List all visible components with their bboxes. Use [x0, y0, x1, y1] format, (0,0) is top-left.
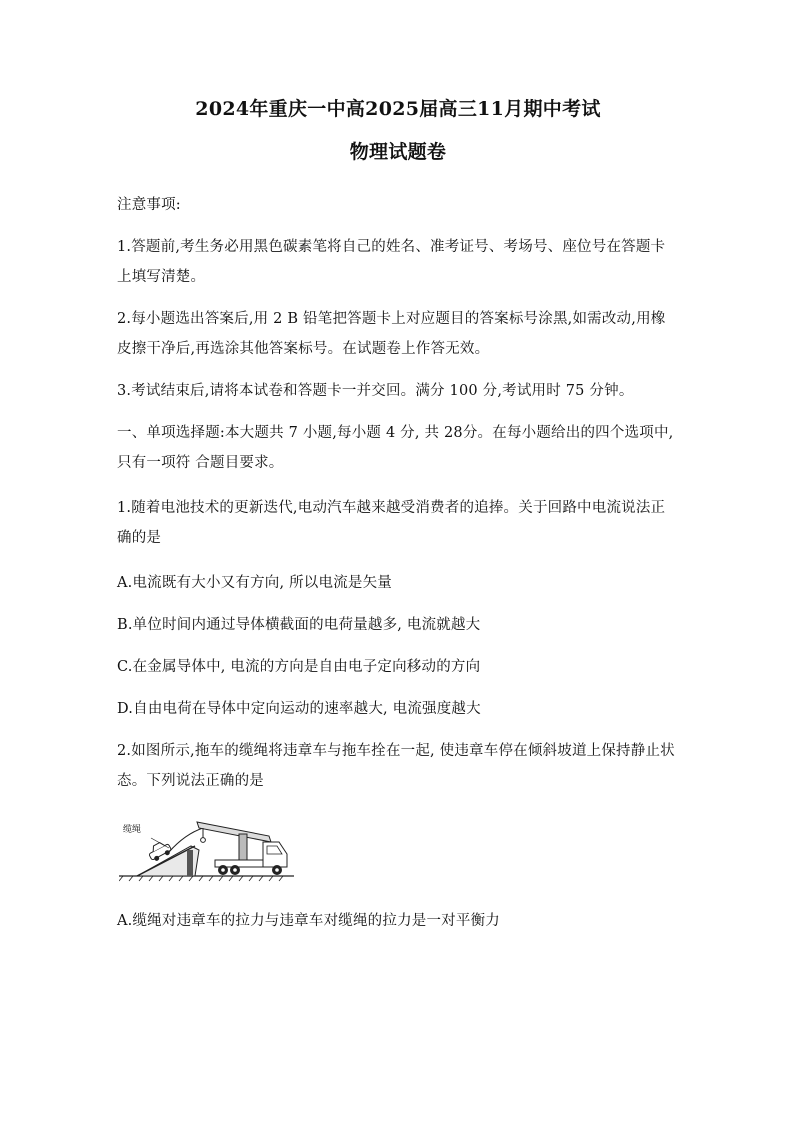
cable-label: 缆绳: [123, 825, 142, 835]
tow-truck-figure: [119, 810, 299, 890]
question-1-option-b: B.单位时间内通过导体横截面的电荷量越多, 电流就越大: [117, 617, 481, 633]
question-1-option-a: A.电流既有大小又有方向, 所以电流是矢量: [117, 575, 392, 591]
question-1-option-d: D.自由电荷在导体中定向运动的速率越大, 电流强度越大: [117, 701, 481, 717]
crane-boom: [197, 822, 271, 842]
tow-truck-illustration: [119, 810, 299, 890]
section-heading: 一、单项选择题:本大题共 7 小题,每小题 4 分, 共 28分。在每小题给出的四个选项中, 只有一项符 合题目要求。: [117, 425, 674, 471]
notice-heading: 注意事项:: [117, 197, 181, 213]
question-1-stem: 1.随着电池技术的更新迭代,电动汽车越来越受消费者的追捧。关于回路中电流说法正确的是: [117, 500, 666, 546]
notice-item-3: 3.考试结束后,请将本试卷和答题卡一并交回。满分 100 分,考试用时 75 分钟。: [117, 383, 634, 399]
question-2-option-a: A.缆绳对违章车的拉力与违章车对缆绳的拉力是一对平衡力: [117, 913, 500, 929]
notice-item-1: 1.答题前,考生务必用黑色碳素笔将自己的姓名、准考证号、考场号、座位号在答题卡上填写清楚。: [117, 239, 666, 285]
ramp-support: [187, 850, 193, 876]
hook: [201, 838, 206, 843]
question-2-stem: 2.如图所示,拖车的缆绳将违章车与拖车拴在一起, 使违章车停在倾斜坡道上保持静止状态。下列说法正确的是: [117, 743, 675, 789]
exam-subtitle: 物理试题卷: [349, 141, 447, 163]
crane-column: [239, 834, 247, 862]
exam-title: 2024年重庆一中高2025届高三11月期中考试: [195, 98, 601, 120]
question-1-option-c: C.在金属导体中, 电流的方向是自由电子定向移动的方向: [117, 659, 481, 675]
notice-item-2: 2.每小题选出答案后,用 2 B 铅笔把答题卡上对应题目的答案标号涂黑,如需改动,用橡皮擦干净后,再选涂其他答案标号。在试题卷上作答无效。: [117, 311, 666, 357]
exam-page: [0, 94, 794, 1122]
ground-hatch: [119, 876, 283, 881]
